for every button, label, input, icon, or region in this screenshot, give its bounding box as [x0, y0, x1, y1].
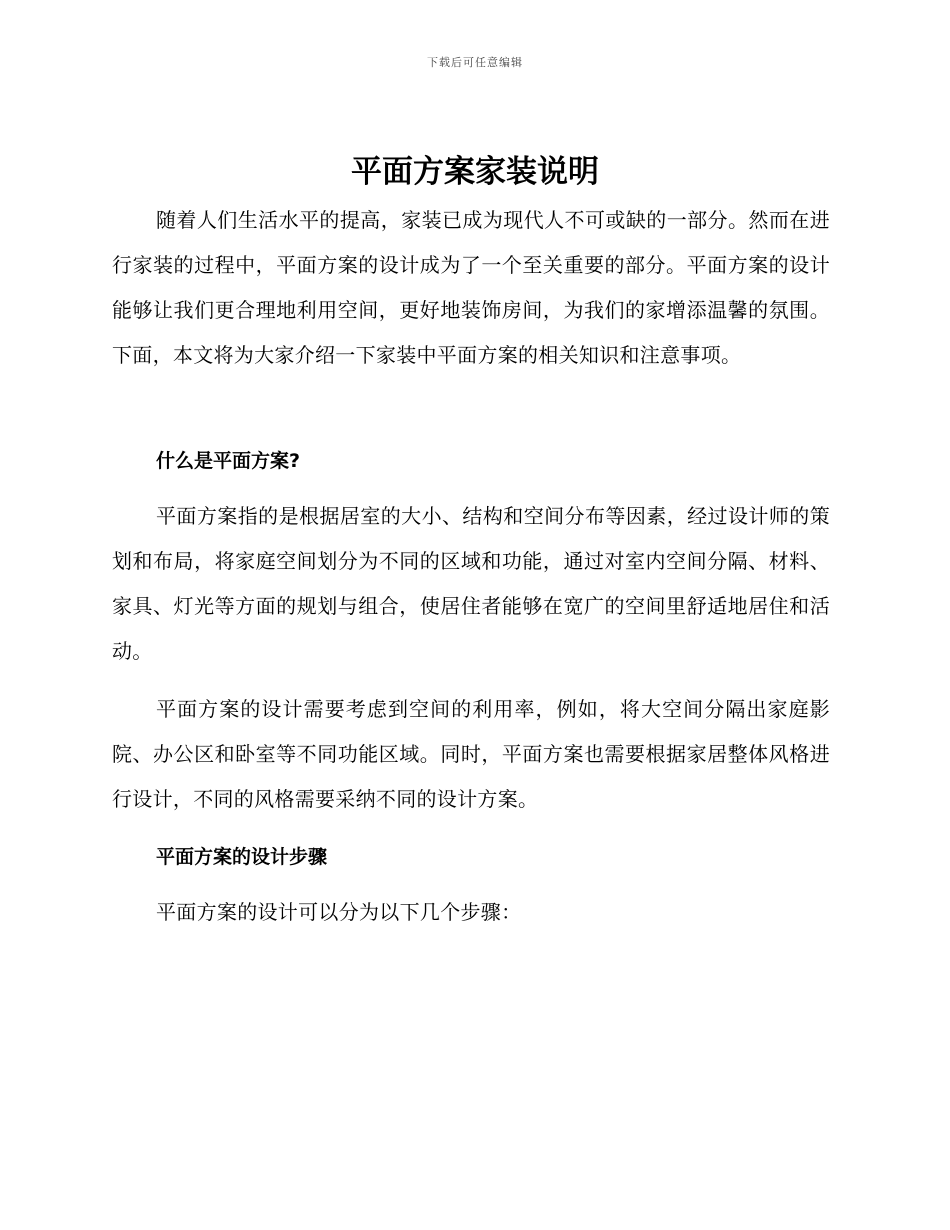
section2-paragraph-1: 平面方案的设计可以分为以下几个步骤：: [156, 900, 522, 924]
document-title: 平面方案家装说明: [351, 154, 599, 190]
section1-paragraph-2: 平面方案的设计需要考虑到空间的利用率，例如，将大空间分隔出家庭影院、办公区和卧室等不同功能区域。同时，平面方案也需要根据家居整体风格进行设计，不同的风格需要采纳不同的设计方案。: [112, 697, 830, 811]
intro-paragraph: 随着人们生活水平的提高，家装已成为现代人不可或缺的一部分。然而在进行家装的过程中，平面方案的设计成为了一个至关重要的部分。平面方案的设计能够让我们更合理地利用空间，更好地装饰房间，为我们的家增添温馨的氛围。下面，本文将为大家介绍一下家装中平面方案的相关知识和注意事项。: [112, 208, 830, 367]
section1-paragraph-1: 平面方案指的是根据居室的大小、结构和空间分布等因素，经过设计师的策划和布局，将家庭空间划分为不同的区域和功能，通过对室内空间分隔、材料、家具、灯光等方面的规划与组合，使居住者能够在宽广的空间里舒适地居住和活动。: [112, 504, 830, 663]
section-heading-what-is: 什么是平面方案?: [156, 450, 301, 472]
header-note: 下载后可任意编辑: [427, 56, 523, 69]
section-heading-design-steps: 平面方案的设计步骤: [156, 846, 328, 868]
